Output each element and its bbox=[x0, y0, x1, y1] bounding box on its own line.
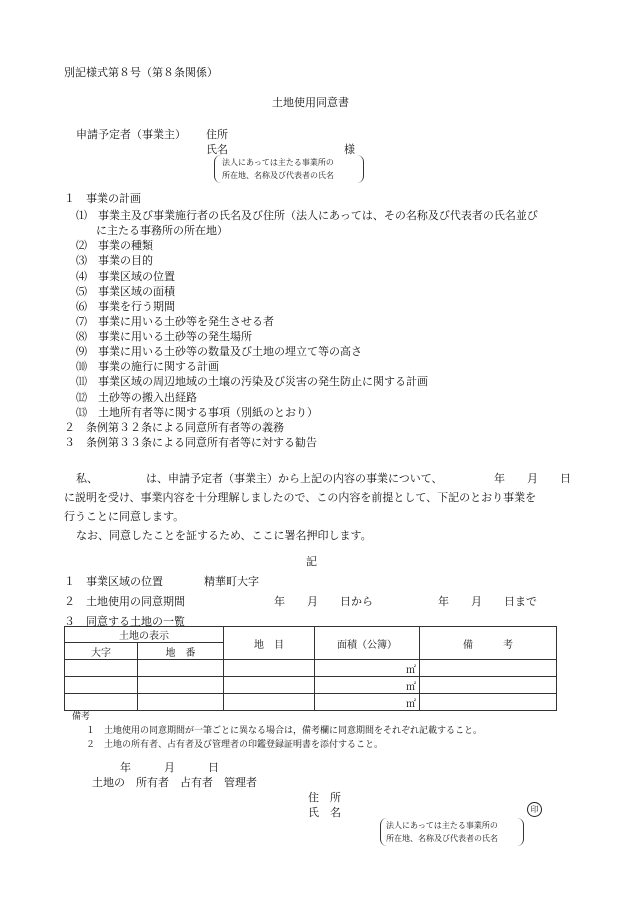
cell-remarks[interactable] bbox=[420, 660, 557, 677]
cell-area[interactable] bbox=[315, 660, 420, 677]
table-row bbox=[65, 677, 557, 694]
period-label: ２ 土地使用の同意期間 bbox=[64, 595, 185, 608]
applicant-address-label: 住所 bbox=[206, 128, 228, 141]
table-header-row bbox=[65, 627, 557, 643]
col-oaza-header: 大字 bbox=[65, 643, 138, 660]
applicant-label: 申請予定者（事業主） bbox=[76, 128, 186, 141]
plan-item: ⑻ 事業に用いる土砂等の発生場所 bbox=[76, 330, 252, 343]
plan-item-3: ３ 条例第３３条による同意所有者等に対する勧告 bbox=[64, 436, 317, 449]
cell-chiban[interactable] bbox=[138, 660, 224, 677]
applicant-corp-note-2: 所在地、名称及び代表者の氏名 bbox=[222, 171, 334, 180]
note-1: １ 土地使用の同意期間が一筆ごとに異なる場合は，備考欄に同意期間をそれぞれ記載すること。 bbox=[86, 726, 483, 736]
plan-item: ⑿ 土砂等の搬入出経路 bbox=[76, 391, 197, 404]
seal-mark: 印 bbox=[527, 802, 542, 817]
signature-corp-note-2: 所在地、名称及び代表者の氏名 bbox=[386, 834, 498, 843]
cell-oaza[interactable] bbox=[65, 677, 138, 694]
cell-area[interactable] bbox=[315, 677, 420, 694]
cell-remarks[interactable] bbox=[420, 677, 557, 694]
col-remarks-header: 備 考 bbox=[420, 627, 557, 660]
location-value: 精華町大字 bbox=[204, 575, 259, 588]
consent-line1-start: 私、 bbox=[76, 472, 98, 485]
plan-item: ⑽ 事業の施行に関する計画 bbox=[76, 360, 219, 373]
table-row bbox=[65, 660, 557, 677]
plan-item-2: ２ 条例第３２条による同意所有者等の義務 bbox=[64, 421, 284, 434]
cell-area[interactable] bbox=[315, 694, 420, 711]
consent-line4: なお、同意したことを証するため、ここに署名押印します。 bbox=[76, 529, 372, 542]
consent-explanation-date: 年 月 日 bbox=[494, 472, 571, 485]
col-chiban-header: 地 番 bbox=[138, 643, 224, 660]
consent-line2: に説明を受け、事業内容を十分理解しましたので、この内容を前提として、下記のとおり事業を bbox=[64, 491, 537, 504]
cell-chiban[interactable] bbox=[138, 694, 224, 711]
plan-item: ⑷ 事業区域の位置 bbox=[76, 270, 175, 283]
col-area-header: 面積（公簿） bbox=[315, 627, 420, 660]
plan-item: に主たる事務所の所在地） bbox=[96, 224, 228, 237]
signature-date: 年 月 日 bbox=[120, 761, 219, 774]
plan-item: ⑼ 事業に用いる土砂等の数量及び土地の埋立て等の高さ bbox=[76, 345, 362, 358]
area-unit: ㎡ bbox=[406, 681, 416, 693]
consent-line3: 行うことに同意します。 bbox=[64, 510, 185, 523]
applicant-corp-note-1: 法人にあっては主たる事業所の bbox=[222, 158, 334, 167]
signature-address-label: 住 所 bbox=[308, 791, 341, 804]
plan-item: ⑸ 事業区域の面積 bbox=[76, 285, 175, 298]
signature-roles: 土地の 所有者 占有者 管理者 bbox=[92, 776, 257, 789]
plan-heading: １ 事業の計画 bbox=[64, 192, 141, 205]
signature-corp-note-1: 法人にあっては主たる事業所の bbox=[386, 821, 498, 830]
cell-chiban[interactable] bbox=[138, 677, 224, 694]
signature-name-label: 氏 名 bbox=[308, 806, 341, 819]
consent-line1-middle: は、申請予定者（事業主）から上記の内容の事業について、 bbox=[146, 472, 443, 485]
plan-item: ⒀ 土地所有者等に関する事項（別紙のとおり） bbox=[76, 406, 318, 419]
plan-item: ⑶ 事業の目的 bbox=[76, 254, 153, 267]
applicant-honorific: 様 bbox=[344, 143, 355, 156]
col-chimoku-header: 地 目 bbox=[224, 627, 315, 660]
plan-item: ⑴ 事業主及び事業施行者の氏名及び住所（法人にあっては、その名称及び代表者の氏名並び bbox=[76, 209, 538, 222]
ki-heading: 記 bbox=[306, 555, 317, 568]
cell-chimoku[interactable] bbox=[224, 694, 315, 711]
cell-chimoku[interactable] bbox=[224, 677, 315, 694]
area-unit: ㎡ bbox=[406, 698, 416, 710]
cell-remarks[interactable] bbox=[420, 694, 557, 711]
plan-item: ⑾ 事業区域の周辺地域の土壌の汚染及び災害の発生防止に関する計画 bbox=[76, 375, 428, 388]
period-to: 年 月 日まで bbox=[438, 595, 537, 608]
period-from: 年 月 日から bbox=[274, 595, 373, 608]
land-display-header: 土地の表示 bbox=[65, 627, 224, 643]
document-title: 土地使用同意書 bbox=[272, 96, 349, 109]
plan-item: ⑹ 事業を行う期間 bbox=[76, 300, 175, 313]
cell-oaza[interactable] bbox=[65, 660, 138, 677]
plan-item: ⑺ 事業に用いる土砂等を発生させる者 bbox=[76, 315, 274, 328]
location-label: １ 事業区域の位置 bbox=[64, 575, 163, 588]
applicant-name-label: 氏名 bbox=[206, 143, 228, 156]
land-table bbox=[64, 626, 557, 711]
table-row bbox=[65, 694, 557, 711]
land-list-label: ３ 同意する土地の一覧 bbox=[64, 615, 185, 628]
notes-heading: 備考 bbox=[72, 712, 91, 722]
area-unit: ㎡ bbox=[406, 664, 416, 676]
form-number: 別記様式第８号（第８条関係） bbox=[64, 66, 218, 79]
note-2: ２ 土地の所有者、占有者及び管理者の印鑑登録証明書を添付すること。 bbox=[86, 740, 384, 750]
plan-item: ⑵ 事業の種類 bbox=[76, 239, 153, 252]
cell-chimoku[interactable] bbox=[224, 660, 315, 677]
cell-oaza[interactable] bbox=[65, 694, 138, 711]
